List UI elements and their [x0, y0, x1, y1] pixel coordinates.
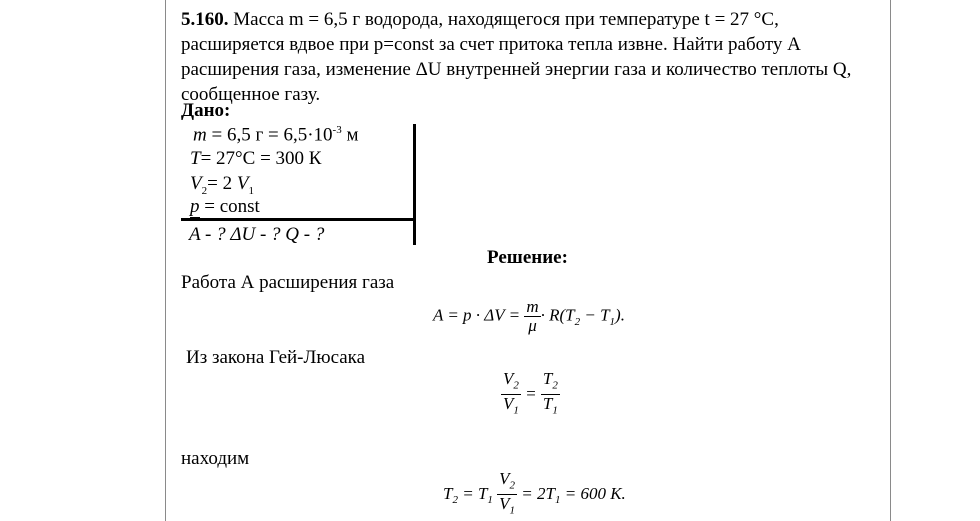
temperature-ratio-fraction: $\frac{T_2}{T_1}$: [542, 369, 558, 417]
page-border-left: [165, 0, 166, 521]
work-formula: A = p · ΔV = $\frac{m}{\mu}$ · $R(T_2 - T_1)$.: [433, 297, 625, 335]
mass-over-molar-fraction: $\frac{m}{\mu}$: [526, 297, 539, 335]
gay-lussac-label: Из закона Гей-Люсака: [186, 347, 366, 368]
find-line: A - ? ΔU - ? Q - ?: [189, 224, 325, 245]
problem-statement: [181, 7, 871, 107]
given-divider-vertical: [413, 124, 416, 245]
page-border-right: [890, 0, 891, 521]
volume-ratio-fraction-2: $\frac{V_2}{V_1}$: [499, 469, 516, 517]
work-label: Работа А расширения газа: [181, 272, 395, 293]
given-mass: m = 6,5 $г = 6,5\cdot 10^{-3}$ м: [193, 124, 359, 146]
solution-title: Решение:: [487, 247, 568, 268]
given-pressure: p = const: [190, 196, 260, 217]
gay-lussac-formula: $\frac{V_2}{V_1}$ = $\frac{T_2}{T_1}$: [501, 370, 560, 420]
given-divider-horizontal: [181, 218, 416, 221]
problem-number: 5.160.: [181, 9, 229, 30]
given-temperature: T= 27°С = 300 К: [190, 148, 322, 169]
finding-label: находим: [181, 448, 250, 469]
given-volume: $V_2= 2$ $V_1$: [190, 173, 254, 197]
problem-text: Масса m = 6,5 г водорода, находящегося при температуре t = 27 °С, расширяется вдвое при p=const за счет притока тепла извне. Найти работу А расширения газа, изменение ΔU внутренней энергии газа и количество теплоты Q, сообщенное газу.: [181, 9, 852, 105]
volume-ratio-fraction: $\frac{V_2}{V_1}$: [503, 369, 519, 417]
temperature-result-formula: $T_2 = T_1$ $\frac{V_2}{V_1}$ = $2T_1 = 600$ K.: [443, 470, 626, 520]
given-title: Дано:: [181, 100, 231, 121]
